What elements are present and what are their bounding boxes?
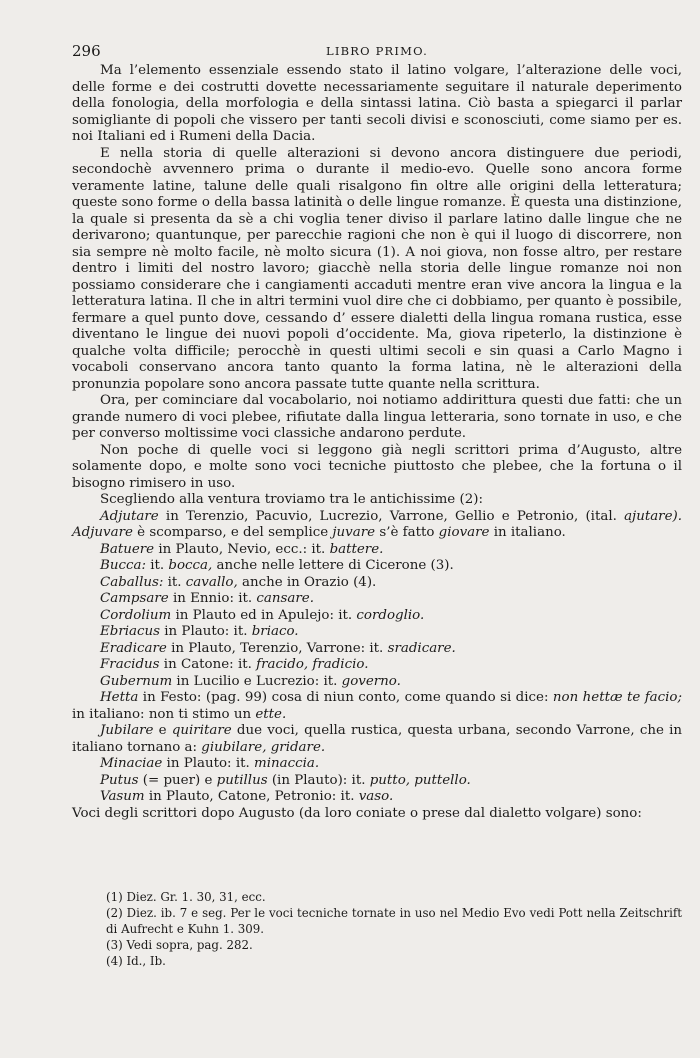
italian-word: briaco. [251, 624, 299, 639]
italian-word: sradicare. [387, 640, 456, 656]
latin-word: Jubilare [100, 723, 154, 738]
latin-word: Gubernum [100, 673, 173, 689]
entry-text: in Ennio: it. [168, 591, 257, 606]
latin-word: Putus [100, 772, 139, 788]
word-entry [72, 657, 682, 674]
entry-text: in italiano. [489, 525, 566, 540]
latin-word: Fracidus [100, 657, 160, 672]
entry-text: (= puer) e [138, 772, 217, 788]
footnote-text: (2) Diez. ib. 7 e seg. Per le voci tecniche tornate in uso nel Medio Evo vedi Pott nella Zeitschrift di Aufrecht e Kuhn 1. 309. [106, 906, 682, 936]
latin-word: Ebriacus [100, 624, 161, 639]
entry-text: in Plauto, Catone, Petronio: it. [144, 789, 359, 804]
word-entry [72, 690, 682, 723]
latin-word: Campsare [100, 591, 169, 606]
italian-word: giovare [438, 525, 490, 540]
entry-text: in Plauto: it. [160, 624, 252, 639]
latin-word: Vasum [100, 789, 145, 804]
entry-text: due voci, quella rustica, questa urbana, secondo Varrone, che in italiano tornano a: [72, 723, 682, 755]
italian-word: cansare. [256, 591, 314, 606]
word-entry [72, 789, 682, 806]
latin-word: Cordolium [100, 607, 172, 623]
page-header [72, 42, 682, 62]
entry-text: in Plauto ed in Apulejo: it. [171, 607, 357, 623]
entry-text: in Festo: (pag. 99) cosa di niun conto, come quando si dice: [138, 690, 553, 705]
entry-text: (in Plauto): it. [267, 772, 370, 788]
entry-text: in Catone: it. [159, 657, 257, 672]
entry-text: in Terenzio, Pacuvio, Lucrezio, Varrone, Gellio e Petronio, (ital. [158, 508, 625, 524]
latin-word: Adjutare [100, 508, 159, 524]
word-entry [72, 723, 682, 756]
latin-word: Hetta [100, 690, 139, 705]
word-entry [72, 674, 682, 691]
italian-word: fracido, fradicio. [256, 657, 369, 672]
word-entry [72, 575, 682, 592]
entry-text: in italiano: non ti stimo un [72, 706, 256, 722]
entry-text: in Plauto: it. [162, 756, 255, 771]
entry-text: in Plauto, Nevio, ecc.: it. [154, 541, 330, 557]
latin-word: Caballus: [100, 574, 164, 590]
entry-text: è scomparso, e del semplice [132, 525, 333, 540]
page-number: 296 [72, 42, 101, 60]
latin-word: juvare [332, 525, 376, 540]
entry-text: it. [163, 574, 186, 590]
word-entry [72, 591, 682, 608]
word-entry [72, 608, 682, 625]
italian-word: minaccia. [254, 756, 320, 771]
word-entry [72, 558, 682, 575]
italian-word: putto, puttello. [369, 772, 471, 788]
latin-word: Eradicare [100, 640, 167, 656]
paragraph: Non poche di quelle voci si leggono già negli scrittori prima d’Augusto, altre solamente dopo, e molte sono voci tecniche piuttosto che plebee, che la fortuna o il bisogno rimisero in uso. [72, 442, 682, 491]
italian-word: giubilare, gridare. [201, 739, 326, 755]
footnote: (3) Vedi sopra, pag. 282. [106, 938, 253, 952]
closing-line: Voci degli scrittori dopo Augusto (da loro coniate o prese dal dialetto volgare) sono: [72, 805, 642, 821]
latin-phrase: non hettæ te facio; [552, 690, 682, 705]
italian-word: battere. [329, 541, 384, 557]
word-entry [72, 509, 682, 542]
entry-text: it. [145, 558, 169, 573]
italian-word: ajutare). Adjuvare [72, 508, 682, 540]
entry-text: anche nelle lettere di Cicerone (3). [212, 558, 454, 573]
word-entry [72, 641, 682, 658]
italian-word: bocca, [168, 558, 213, 573]
footnotes [106, 889, 682, 969]
italian-word: vaso. [358, 789, 394, 804]
entry-text: anche in Orazio (4). [237, 574, 377, 590]
italian-word: cordoglio. [356, 607, 425, 623]
footnote [106, 905, 682, 937]
word-entry [72, 624, 682, 641]
entry-text: s’è fatto [375, 525, 439, 540]
running-head: LIBRO PRIMO. [326, 44, 428, 58]
paragraph: Ma l’elemento essenziale essendo stato il latino volgare, l’alterazione delle voci, delle forme e dei costrutti dovette necessariamente seguitare il naturale deperimento della fonologia, della morfologia e della sintassi latina. Ciò basta a spiegarci il parlar somigliante di popoli che vissero per tanti secoli divisi e sconosciuti, come siamo per es. noi Italiani ed i Rumeni della Dacia. [72, 63, 682, 144]
italian-word: cavallo, [185, 574, 238, 590]
paragraph: Scegliendo alla ventura troviamo tra le antichissime (2): [100, 492, 483, 507]
footnote: (1) Diez. Gr. 1. 30, 31, ecc. [106, 890, 266, 904]
latin-word: Batuere [100, 541, 155, 557]
word-entry [72, 756, 682, 773]
body-text [72, 63, 682, 822]
entry-text: e [153, 723, 172, 738]
entry-text: in Plauto, Terenzio, Varrone: it. [166, 640, 388, 656]
italian-word: ette. [255, 706, 287, 722]
latin-word: Bucca: [100, 558, 146, 573]
paragraph: Ora, per cominciare dal vocabolario, noi notiamo addirittura questi due fatti: che un grande numero di voci plebee, rifiutate dalla lingua letteraria, sono tornate in uso, e che per converso moltissime voci classiche andarono perdute. [72, 393, 682, 441]
footnote: (4) Id., Ib. [106, 954, 166, 968]
latin-word: quiritare [171, 723, 232, 738]
word-entry [72, 773, 682, 790]
latin-word: putillus [216, 772, 268, 788]
word-entry [72, 542, 682, 559]
latin-word: Minaciae [100, 756, 163, 771]
italian-word: governo. [341, 673, 401, 689]
entry-text: in Lucilio e Lucrezio: it. [172, 673, 342, 689]
paragraph: E nella storia di quelle alterazioni si devono ancora distinguere due periodi, secondochè avvennero prima o durante il medio-evo. Quelle sono ancora forme veramente latine, talune delle quali risalgono fin oltre alle origini della letteratura; queste sono forme o della bassa latinità o delle lingue romanze. È questa una distinzione, la quale si presenta da sè a chi voglia tener diviso il parlare latino dalle lingue che ne derivarono; quantunque, per parecchie ragioni che non è qui il luogo di discorrere, non sia sempre nè molto facile, nè molto sicura (1). A noi giova, non fosse altro, per restare dentro i limiti del nostro lavoro; giacchè nella storia delle lingue romanze noi non possiamo considerare che i cangiamenti accaduti mentre eran vive ancora la lingua e la letteratura latina. Il che in altri termini vuol dire che ci dobbiamo, per quanto è possibile, fermare a quel punto dove, cessando d’ essere dialetti della lingua romana rustica, esse diventano le lingue dei nuovi popoli d’occidente. Ma, giova ripeterlo, la distinzione è qualche volta difficile; perocchè in questi ultimi secoli e sin quasi a Carlo Magno i vocaboli conservano ancora tanto quanto la forma latina, nè le alterazioni della pronunzia popolare sono ancora passate tutte quante nella scrittura. [72, 145, 682, 392]
